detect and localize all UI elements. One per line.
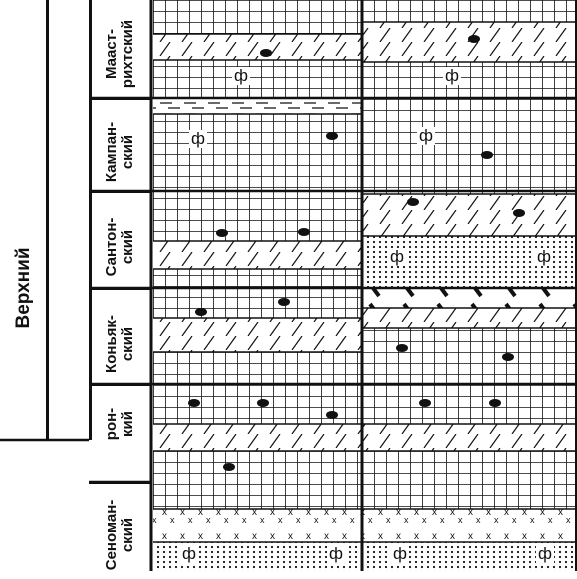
fossil-marker: ф xyxy=(329,544,343,563)
fossil-marker: ф xyxy=(419,126,433,145)
stage-label-line: Сантон- xyxy=(103,217,120,277)
fossil-marker: ф xyxy=(234,66,248,85)
fossil-marker: ф xyxy=(445,66,459,85)
stage-label-line: ский xyxy=(119,134,136,170)
fossil-marker: ф xyxy=(182,544,196,563)
stage-label-line: кий xyxy=(119,411,136,437)
stage-label-line: ский xyxy=(119,229,136,265)
fossil-marker: ф xyxy=(390,247,404,266)
stage-label-line: рон- xyxy=(103,407,120,441)
fossil-marker: ф xyxy=(538,544,552,563)
stage-label-line: Кампан- xyxy=(103,121,120,183)
system-label: Верхний xyxy=(13,247,34,329)
section-column-1 xyxy=(153,0,362,571)
fossil-marker: ф xyxy=(191,129,205,148)
stage-label-line: ский xyxy=(119,517,136,553)
stage-label-line: ский xyxy=(119,326,136,362)
stage-label-line: Сеноман- xyxy=(103,499,120,571)
stage-label-line: рихтский xyxy=(119,19,136,89)
stage-label-line: Мааст- xyxy=(103,28,120,80)
fossil-marker: ф xyxy=(537,247,551,266)
section-column-2 xyxy=(362,0,577,571)
stage-label-line: Коньяк- xyxy=(103,315,120,373)
fossil-marker: ф xyxy=(393,544,407,563)
